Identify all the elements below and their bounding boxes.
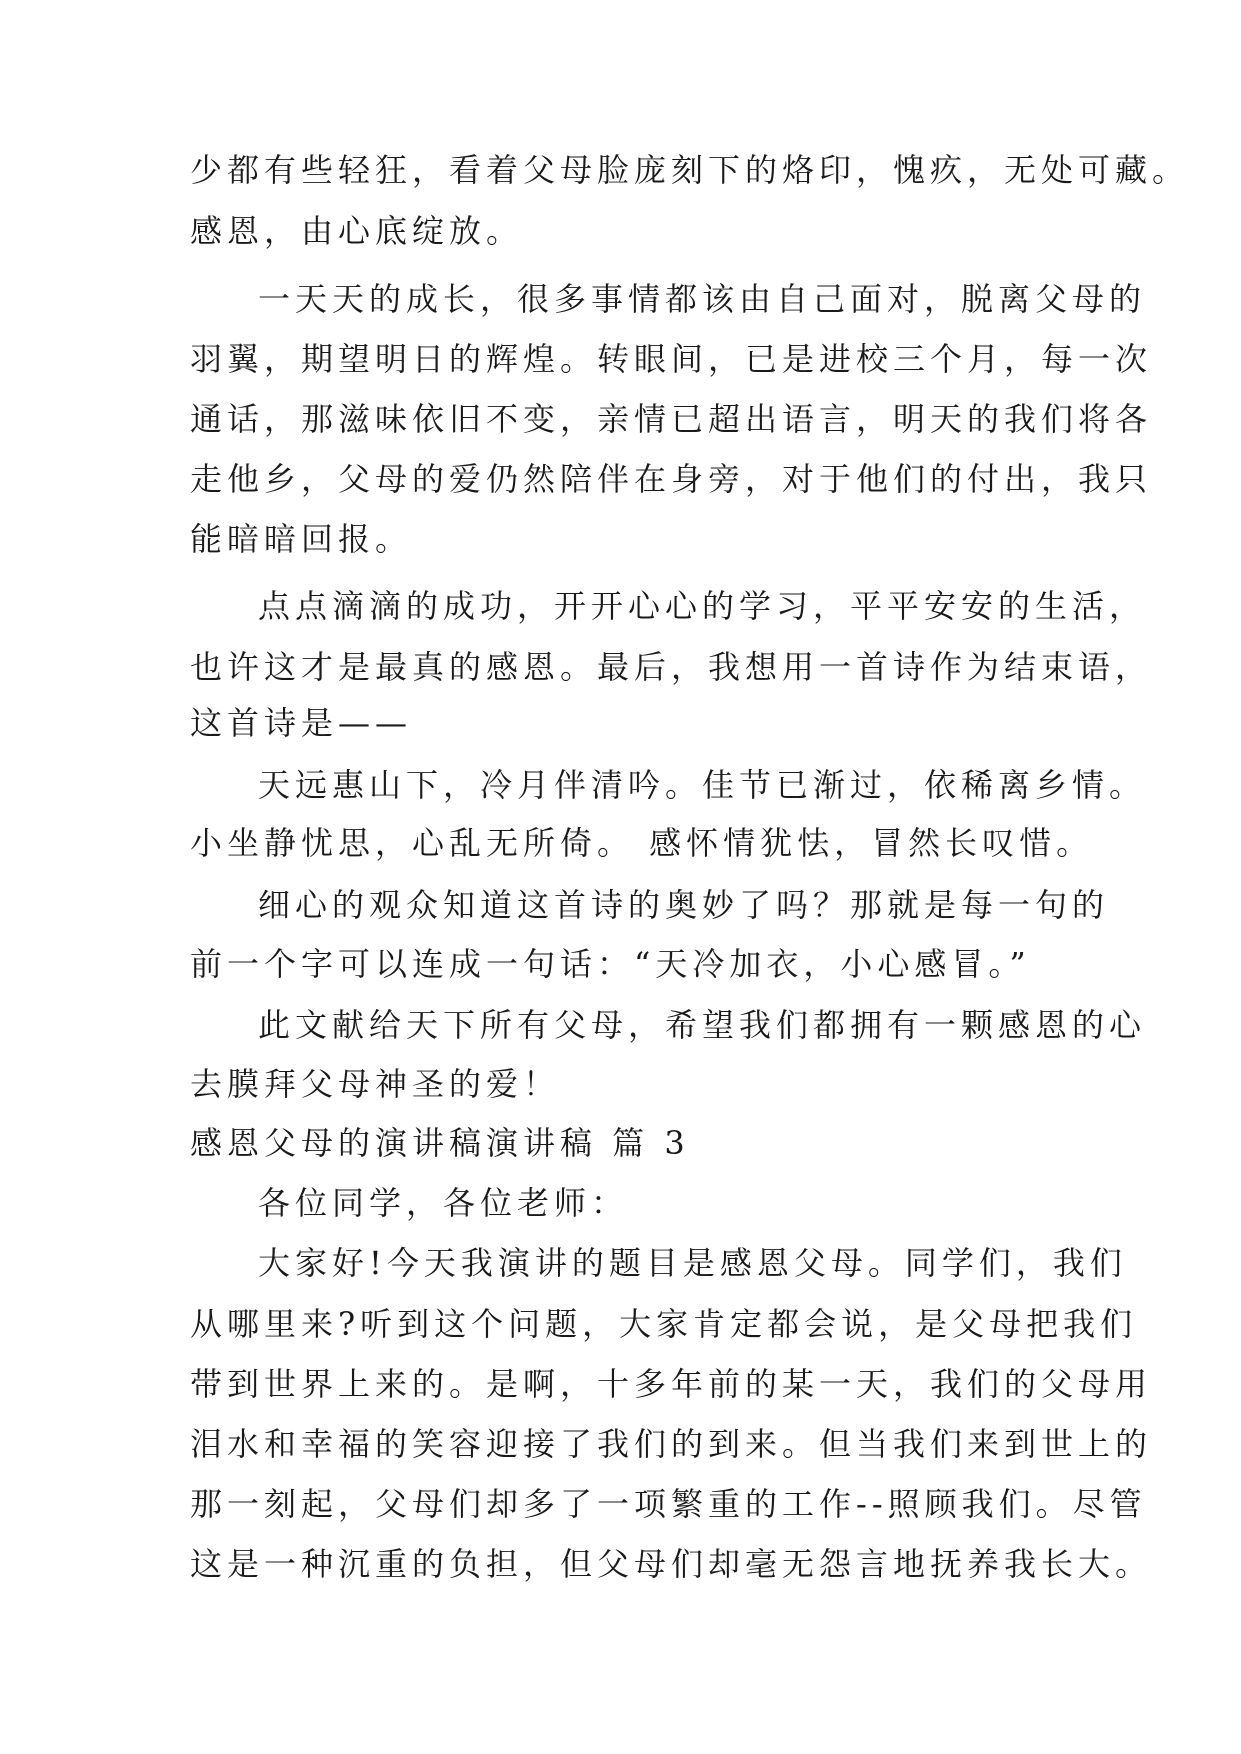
text-line: 走他乡，父母的爱仍然陪伴在身旁，对于他们的付出，我只 <box>190 460 1153 498</box>
text-line: 通话，那滋味依旧不变，亲情已超出语言，明天的我们将各 <box>190 400 1153 438</box>
text-line: 少都有些轻狂，看着父母脸庞刻下的烙印，愧疚，无处可藏。 <box>190 151 1190 189</box>
text-line: 羽翼，期望明日的辉煌。转眼间，已是进校三个月，每一次 <box>190 340 1153 378</box>
text-line: 从哪里来?听到这个问题，大家肯定都会说，是父母把我们 <box>190 1305 1138 1343</box>
text-line: 大家好!今天我演讲的题目是感恩父母。同学们，我们 <box>258 1244 1127 1282</box>
text-line: 细心的观众知道这首诗的奥妙了吗？那就是每一句的 <box>258 886 1110 924</box>
section-heading: 感恩父母的演讲稿演讲稿 篇 3 <box>190 1124 690 1162</box>
text-line: 小坐静忧思，心乱无所倚。 感怀情犹怯，冒然长叹惜。 <box>190 824 1094 862</box>
text-line: 一天天的成长，很多事情都该由自己面对，脱离父母的 <box>258 280 1147 318</box>
text-line: 各位同学，各位老师： <box>258 1184 629 1222</box>
text-line: 此文献给天下所有父母，希望我们都拥有一颗感恩的心 <box>258 1006 1147 1044</box>
text-line: 这是一种沉重的负担，但父母们却毫无怨言地抚养我长大。 <box>190 1545 1153 1583</box>
text-line: 也许这才是最真的感恩。最后，我想用一首诗作为结束语， <box>190 648 1153 686</box>
text-line: 感恩，由心底绽放。 <box>190 212 524 250</box>
text-line: 天远惠山下，冷月伴清吟。佳节已渐过，依稀离乡情。 <box>258 766 1147 804</box>
text-line: 泪水和幸福的笑容迎接了我们的到来。但当我们来到世上的 <box>190 1425 1153 1463</box>
text-line: 点点滴滴的成功，开开心心的学习，平平安安的生活， <box>258 587 1147 625</box>
text-line: 前一个字可以连成一句话：“天冷加衣，小心感冒。” <box>190 945 1031 983</box>
text-line: 这首诗是—— <box>190 704 413 742</box>
text-line: 去膜拜父母神圣的爱！ <box>190 1065 561 1103</box>
text-line: 带到世界上来的。是啊，十多年前的某一天，我们的父母用 <box>190 1365 1153 1403</box>
text-line: 能暗暗回报。 <box>190 520 413 558</box>
text-line: 那一刻起，父母们却多了一项繁重的工作--照顾我们。尽管 <box>190 1485 1147 1523</box>
